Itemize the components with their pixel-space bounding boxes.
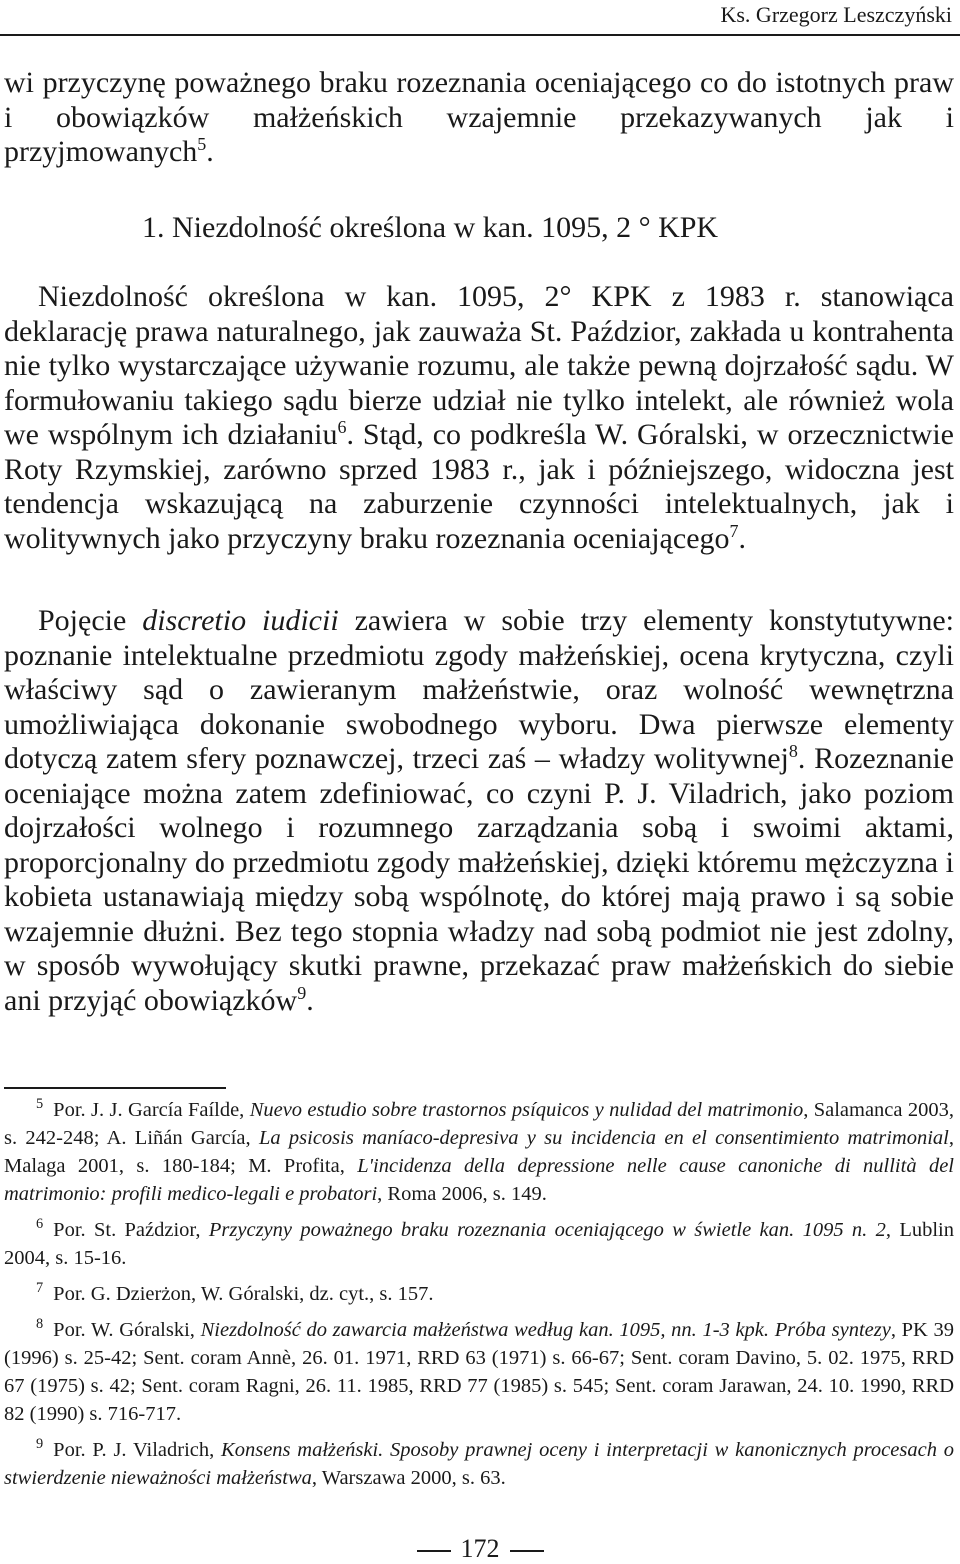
footnote-rule bbox=[4, 1087, 226, 1089]
para3-term: discretio iudicii bbox=[142, 604, 339, 637]
para2-text-c: . bbox=[738, 521, 747, 555]
footnote-8-text-2: , PK 39 (1996) s. 25-42; Sent. coram Annè, 26. 01. 1971, RRD 63 (1971) s. 66-67; Sent. coram Davino, 5. 02. 1975, RRD 67 (1975) s. 42; Sent. coram Ragni, 26. 11. 1985, RRD 77 (1985) s. 545; Sent. coram Jarawan, 24. 10. 1990, RRD 82 (1990) s. 716-717. bbox=[4, 1319, 954, 1425]
para3-text-c: . Rozeznanie oceniające można zatem zdefiniować, co czyni P. J. Viladrich, jako poziom dojrzałości wolnego i rozumnego zarządzania sobą i swoimi aktami, proporcjonalny do przedmiotu zgody małżeńskiej, dzięki któremu mężczyzna i kobieta ustanawiają między sobą wspólnotę, do której mają prawo i są sobie wzajemnie dłużni. Bez tego stopnia władzy nad sobą podmiot nie jest zdolny, w sposób wywołujący skutki prawne, przekazać praw małżeńskich do siebie ani przyjąć obowiązków bbox=[4, 742, 954, 1017]
footnote-6-number: 6 bbox=[36, 1216, 44, 1233]
footnote-ref-7[interactable]: 7 bbox=[729, 520, 739, 541]
page-number-dash-right bbox=[510, 1550, 544, 1552]
footnote-5-title-3: L'incidenza della depressione nelle cause canoniche di nullità del matrimonio: profili medico-legali e probatori bbox=[4, 1155, 954, 1205]
page-number-dash-left bbox=[417, 1550, 451, 1552]
header-rule bbox=[0, 34, 960, 36]
footnote-9-text-2: , Warszawa 2000, s. 63. bbox=[311, 1467, 506, 1489]
footnotes bbox=[4, 1096, 954, 1500]
para2-text-b: . Stąd, co podkreśla W. Góralski, w orzecznictwie Roty Rzymskiej, zarówno sprzed 1983 r., jak i późniejszego, widoczna jest tendencja wskazującą na zaburzenie czynności intelektualnych, jak i wolitywnych jako przyczyny braku rozeznania oceniającego bbox=[4, 418, 954, 555]
para3-text-b: zawiera w sobie trzy elementy konstytutywne: poznanie intelektualne przedmiotu zgody małżeńskiej, ocena krytyczna, czyli właściwy sąd o zawieranym małżeństwie, oraz wolność wewnętrzna umożliwiająca dokonanie swobodnego wyboru. Dwa pierwsze elementy dotyczą zatem sfery poznawczej, trzeci zaś – władzy wolitywnej bbox=[4, 604, 954, 775]
footnote-ref-8[interactable]: 8 bbox=[788, 741, 798, 761]
footnote-8-title: Niezdolność do zawarcia małżeństwa według kan. 1095, nn. 1-3 kpk. Próba syntezy bbox=[200, 1319, 891, 1341]
footnote-5-text-3: , Malaga 2001, s. 180-184; M. Profita, bbox=[4, 1127, 954, 1177]
footnote-8-number: 8 bbox=[36, 1316, 44, 1333]
page-number bbox=[0, 1534, 960, 1564]
para1-text: wi przyczynę poważnego braku rozeznania oceniającego co do istotnych praw i obowiązków małżeńskich wzajemnie przekazywanych jak i przyjmowanych bbox=[4, 66, 954, 168]
footnote-6 bbox=[4, 1216, 954, 1272]
running-head: Ks. Grzegorz Leszczyński bbox=[720, 2, 952, 27]
footnote-5-text-4: , Roma 2006, s. 149. bbox=[377, 1183, 547, 1205]
footnote-9-number: 9 bbox=[36, 1436, 44, 1453]
footnote-5-number: 5 bbox=[36, 1096, 44, 1113]
para3-text-a: Pojęcie bbox=[38, 604, 143, 637]
para2-text-a: Niezdolność określona w kan. 1095, 2° KPK z 1983 r. stanowiąca deklarację prawa naturalnego, jak zauważa St. Paździor, zakłada u kontrahenta nie tylko wystarczające używanie rozumu, ale także pewną dojrzałość sądu. W formułowaniu takiego sądu bierze udział nie tylko intelekt, ale również wola we wspólnym ich działaniu bbox=[4, 280, 954, 451]
footnote-9-title: Konsens małżeński. Sposoby prawnej oceny i interpretacji w kanonicznych procesach o stwierdzenie nieważności małżeństwa bbox=[4, 1439, 954, 1489]
footnote-ref-9[interactable]: 9 bbox=[297, 982, 307, 1003]
footnote-8-text: Por. W. Góralski, bbox=[53, 1319, 201, 1341]
footnote-7 bbox=[4, 1280, 954, 1308]
footnote-6-text: Por. St. Paździor, bbox=[53, 1219, 209, 1241]
footnote-5 bbox=[4, 1096, 954, 1208]
paragraph-2 bbox=[4, 280, 954, 556]
footnote-8 bbox=[4, 1316, 954, 1428]
footnote-9-text: Por. P. J. Viladrich, bbox=[53, 1439, 222, 1461]
footnote-7-number: 7 bbox=[36, 1280, 44, 1297]
paragraph-3 bbox=[4, 604, 954, 1018]
footnote-5-text: Por. J. J. García Faílde, bbox=[53, 1099, 250, 1121]
footnote-6-title: Przyczyny poważnego braku rozeznania oceniającego w świetle kan. 1095 n. 2 bbox=[208, 1219, 886, 1241]
footnote-5-title-2: La psicosis maníaco-depresiva y su incidencia en el consentimiento matrimonial bbox=[258, 1127, 949, 1149]
footnote-5-title-1: Nuevo estudio sobre trastornos psíquicos y nulidad del matrimonio bbox=[249, 1099, 804, 1121]
page-number-value: 172 bbox=[460, 1534, 500, 1563]
para3-text-d: . bbox=[306, 983, 314, 1017]
footnote-ref-6[interactable]: 6 bbox=[337, 417, 347, 437]
footnote-9 bbox=[4, 1436, 954, 1492]
footnote-6-text-2: , Lublin 2004, s. 15-16. bbox=[4, 1219, 954, 1269]
footnote-5-text-2: , Salamanca 2003, s. 242-248; A. Liñán García, bbox=[4, 1099, 954, 1149]
footnote-7-text: Por. G. Dzierżon, W. Góralski, dz. cyt., s. 157. bbox=[53, 1283, 434, 1305]
footnote-ref-5[interactable]: 5 bbox=[197, 134, 207, 154]
para1-tail: . bbox=[206, 135, 214, 168]
paragraph-1 bbox=[4, 66, 954, 170]
section-heading: 1. Niezdolność określona w kan. 1095, 2 ° KPK bbox=[142, 211, 719, 244]
